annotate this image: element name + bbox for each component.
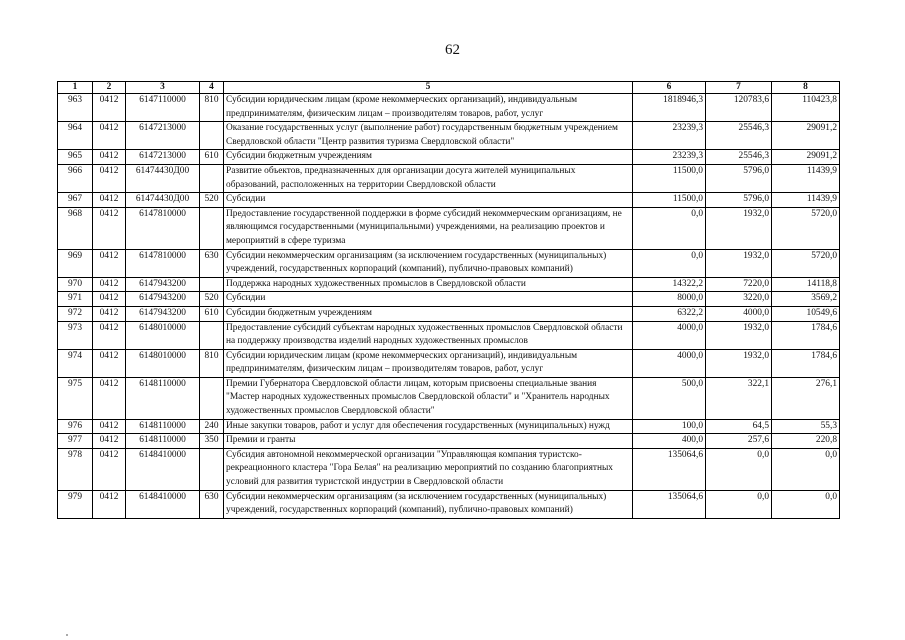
table-row <box>58 306 840 321</box>
expense-type-cell <box>200 321 224 349</box>
table-row <box>58 349 840 377</box>
amount-col7-cell: 3220,0 <box>706 292 772 307</box>
expense-type-cell <box>200 277 224 292</box>
description-cell: Субсидии юридическим лицам (кроме некоммерческих организаций), индивидуальным предпринимателям, физическим лицам – производителям товаров, работ, услуг <box>224 94 633 122</box>
target-article-cell: 6147213000 <box>126 150 200 165</box>
amount-col6-cell: 11500,0 <box>633 193 706 208</box>
amount-col6-cell: 23239,3 <box>633 122 706 150</box>
table-row <box>58 207 840 249</box>
col-header-2: 2 <box>93 82 126 94</box>
row-number-cell: 976 <box>58 419 93 434</box>
section-code-cell: 0412 <box>93 419 126 434</box>
section-code-cell: 0412 <box>93 193 126 208</box>
section-code-cell: 0412 <box>93 249 126 277</box>
amount-col7-cell: 257,6 <box>706 434 772 449</box>
row-number-cell: 975 <box>58 377 93 419</box>
table-row <box>58 193 840 208</box>
expense-type-cell <box>200 164 224 192</box>
table-row <box>58 377 840 419</box>
col-header-6: 6 <box>633 82 706 94</box>
amount-col8-cell: 110423,8 <box>772 94 840 122</box>
amount-col6-cell: 500,0 <box>633 377 706 419</box>
description-cell: Субсидии юридическим лицам (кроме некоммерческих организаций), индивидуальным предпринимателям, физическим лицам – производителям товаров, работ, услуг <box>224 349 633 377</box>
description-cell: Премии Губернатора Свердловской области лицам, которым присвоены специальные звания "Мастер народных художественных промыслов Свердловской области" и "Хранитель народных художественных промыслов Свердловской области" <box>224 377 633 419</box>
row-number-cell: 963 <box>58 94 93 122</box>
target-article-cell: 6148010000 <box>126 321 200 349</box>
amount-col8-cell: 55,3 <box>772 419 840 434</box>
amount-col6-cell: 4000,0 <box>633 349 706 377</box>
row-number-cell: 969 <box>58 249 93 277</box>
section-code-cell: 0412 <box>93 277 126 292</box>
target-article-cell: 6147213000 <box>126 122 200 150</box>
amount-col6-cell: 23239,3 <box>633 150 706 165</box>
amount-col7-cell: 322,1 <box>706 377 772 419</box>
expense-type-cell: 810 <box>200 349 224 377</box>
table-row <box>58 434 840 449</box>
description-cell: Субсидии бюджетным учреждениям <box>224 150 633 165</box>
target-article-cell: 6147810000 <box>126 249 200 277</box>
budget-table <box>57 81 840 519</box>
description-cell: Предоставление субсидий субъектам народных художественных промыслов Свердловской области на поддержку производства изделий народных художественных промыслов <box>224 321 633 349</box>
description-cell: Субсидии некоммерческим организациям (за исключением государственных (муниципальных) учреждений, государственных корпораций (компаний), публично-правовых компаний) <box>224 249 633 277</box>
description-cell: Премии и гранты <box>224 434 633 449</box>
header-row <box>58 82 840 94</box>
amount-col7-cell: 64,5 <box>706 419 772 434</box>
amount-col7-cell: 1932,0 <box>706 349 772 377</box>
expense-type-cell: 610 <box>200 306 224 321</box>
target-article-cell: 6148110000 <box>126 419 200 434</box>
section-code-cell: 0412 <box>93 164 126 192</box>
description-cell: Поддержка народных художественных промыслов в Свердловской области <box>224 277 633 292</box>
table-row <box>58 448 840 490</box>
amount-col6-cell: 6322,2 <box>633 306 706 321</box>
row-number-cell: 979 <box>58 490 93 518</box>
col-header-5: 5 <box>224 82 633 94</box>
target-article-cell: 6148410000 <box>126 490 200 518</box>
col-header-8: 8 <box>772 82 840 94</box>
amount-col8-cell: 10549,6 <box>772 306 840 321</box>
table-row <box>58 249 840 277</box>
amount-col8-cell: 3569,2 <box>772 292 840 307</box>
amount-col6-cell: 135064,6 <box>633 490 706 518</box>
description-cell: Субсидия автономной некоммерческой организации "Управляющая компания туристско-рекреационного кластера "Гора Белая" на реализацию мероприятий по созданию благоприятных условий для развития туристской индустрии в Свердловской области <box>224 448 633 490</box>
expense-type-cell <box>200 122 224 150</box>
description-cell: Развитие объектов, предназначенных для организации досуга жителей муниципальных образований, расположенных на территории Свердловской области <box>224 164 633 192</box>
row-number-cell: 967 <box>58 193 93 208</box>
expense-type-cell: 630 <box>200 490 224 518</box>
target-article-cell: 61474430Д00 <box>126 193 200 208</box>
expense-type-cell <box>200 207 224 249</box>
amount-col7-cell: 4000,0 <box>706 306 772 321</box>
description-cell: Субсидии бюджетным учреждениям <box>224 306 633 321</box>
row-number-cell: 973 <box>58 321 93 349</box>
row-number-cell: 978 <box>58 448 93 490</box>
amount-col7-cell: 1932,0 <box>706 207 772 249</box>
table-body <box>58 94 840 519</box>
amount-col7-cell: 0,0 <box>706 490 772 518</box>
section-code-cell: 0412 <box>93 377 126 419</box>
table-row <box>58 292 840 307</box>
section-code-cell: 0412 <box>93 490 126 518</box>
scan-speck <box>66 634 68 636</box>
description-cell: Субсидии <box>224 193 633 208</box>
amount-col6-cell: 0,0 <box>633 207 706 249</box>
table-row <box>58 164 840 192</box>
row-number-cell: 964 <box>58 122 93 150</box>
row-number-cell: 974 <box>58 349 93 377</box>
amount-col8-cell: 11439,9 <box>772 193 840 208</box>
amount-col6-cell: 100,0 <box>633 419 706 434</box>
section-code-cell: 0412 <box>93 292 126 307</box>
description-cell: Предоставление государственной поддержки в форме субсидий некоммерческим организациям, не являющимся государственными (муниципальными) учреждениями, на реализацию проектов и мероприятий в сфере туризма <box>224 207 633 249</box>
amount-col8-cell: 14118,8 <box>772 277 840 292</box>
description-cell: Субсидии некоммерческим организациям (за исключением государственных (муниципальных) учреждений, государственных корпораций (компаний), публично-правовых компаний) <box>224 490 633 518</box>
page-number: 62 <box>445 42 460 58</box>
target-article-cell: 6148110000 <box>126 434 200 449</box>
section-code-cell: 0412 <box>93 321 126 349</box>
table-row <box>58 277 840 292</box>
description-cell: Иные закупки товаров, работ и услуг для обеспечения государственных (муниципальных) нужд <box>224 419 633 434</box>
row-number-cell: 977 <box>58 434 93 449</box>
table-row <box>58 490 840 518</box>
amount-col7-cell: 25546,3 <box>706 122 772 150</box>
col-header-3: 3 <box>126 82 200 94</box>
target-article-cell: 6147943200 <box>126 306 200 321</box>
target-article-cell: 6147943200 <box>126 292 200 307</box>
expense-type-cell: 520 <box>200 292 224 307</box>
expense-type-cell: 240 <box>200 419 224 434</box>
expense-type-cell <box>200 377 224 419</box>
row-number-cell: 968 <box>58 207 93 249</box>
section-code-cell: 0412 <box>93 434 126 449</box>
amount-col8-cell: 276,1 <box>772 377 840 419</box>
target-article-cell: 6148110000 <box>126 377 200 419</box>
target-article-cell: 6147810000 <box>126 207 200 249</box>
table-row <box>58 150 840 165</box>
table-row <box>58 419 840 434</box>
amount-col7-cell: 1932,0 <box>706 249 772 277</box>
row-number-cell: 971 <box>58 292 93 307</box>
amount-col8-cell: 220,8 <box>772 434 840 449</box>
col-header-4: 4 <box>200 82 224 94</box>
target-article-cell: 6148010000 <box>126 349 200 377</box>
amount-col8-cell: 0,0 <box>772 448 840 490</box>
amount-col6-cell: 400,0 <box>633 434 706 449</box>
amount-col8-cell: 29091,2 <box>772 122 840 150</box>
amount-col7-cell: 1932,0 <box>706 321 772 349</box>
expense-type-cell: 350 <box>200 434 224 449</box>
section-code-cell: 0412 <box>93 448 126 490</box>
section-code-cell: 0412 <box>93 122 126 150</box>
amount-col7-cell: 5796,0 <box>706 193 772 208</box>
amount-col7-cell: 0,0 <box>706 448 772 490</box>
row-number-cell: 972 <box>58 306 93 321</box>
table-row <box>58 321 840 349</box>
amount-col7-cell: 120783,6 <box>706 94 772 122</box>
section-code-cell: 0412 <box>93 349 126 377</box>
amount-col8-cell: 29091,2 <box>772 150 840 165</box>
section-code-cell: 0412 <box>93 94 126 122</box>
target-article-cell: 6147943200 <box>126 277 200 292</box>
expense-type-cell: 810 <box>200 94 224 122</box>
row-number-cell: 970 <box>58 277 93 292</box>
amount-col7-cell: 5796,0 <box>706 164 772 192</box>
row-number-cell: 966 <box>58 164 93 192</box>
amount-col8-cell: 5720,0 <box>772 207 840 249</box>
expense-type-cell: 520 <box>200 193 224 208</box>
section-code-cell: 0412 <box>93 207 126 249</box>
target-article-cell: 6147110000 <box>126 94 200 122</box>
amount-col7-cell: 7220,0 <box>706 277 772 292</box>
amount-col8-cell: 5720,0 <box>772 249 840 277</box>
amount-col8-cell: 11439,9 <box>772 164 840 192</box>
amount-col6-cell: 135064,6 <box>633 448 706 490</box>
table-row <box>58 94 840 122</box>
section-code-cell: 0412 <box>93 150 126 165</box>
target-article-cell: 6148410000 <box>126 448 200 490</box>
col-header-7: 7 <box>706 82 772 94</box>
amount-col7-cell: 25546,3 <box>706 150 772 165</box>
expense-type-cell: 610 <box>200 150 224 165</box>
amount-col6-cell: 0,0 <box>633 249 706 277</box>
col-header-1: 1 <box>58 82 93 94</box>
amount-col6-cell: 1818946,3 <box>633 94 706 122</box>
amount-col6-cell: 8000,0 <box>633 292 706 307</box>
amount-col6-cell: 14322,2 <box>633 277 706 292</box>
description-cell: Субсидии <box>224 292 633 307</box>
amount-col8-cell: 0,0 <box>772 490 840 518</box>
amount-col8-cell: 1784,6 <box>772 321 840 349</box>
amount-col6-cell: 11500,0 <box>633 164 706 192</box>
row-number-cell: 965 <box>58 150 93 165</box>
amount-col6-cell: 4000,0 <box>633 321 706 349</box>
target-article-cell: 61474430Д00 <box>126 164 200 192</box>
expense-type-cell <box>200 448 224 490</box>
description-cell: Оказание государственных услуг (выполнение работ) государственным бюджетным учреждением Свердловской области "Центр развития туризма Свердловской области" <box>224 122 633 150</box>
expense-type-cell: 630 <box>200 249 224 277</box>
table-row <box>58 122 840 150</box>
amount-col8-cell: 1784,6 <box>772 349 840 377</box>
section-code-cell: 0412 <box>93 306 126 321</box>
